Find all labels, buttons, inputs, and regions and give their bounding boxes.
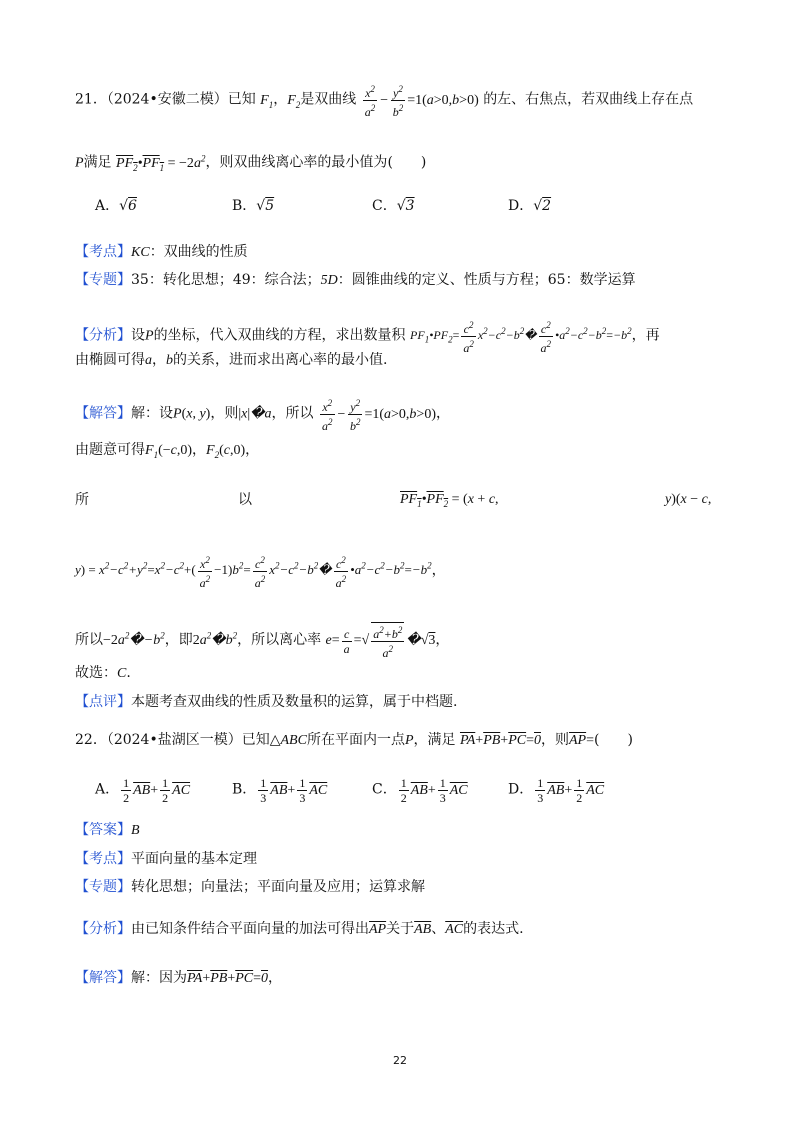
math-vector-sum: $\overline{PA}+\overline{PB}+\overline{PC}=0$ bbox=[459, 733, 541, 748]
q21-jieda-foci: 由题意可得$F_1(-c,0)$，$F_2(c,0)$， bbox=[75, 442, 260, 460]
q21-zhuanti: 【专题】35：转化思想；49：综合法；5D：圆锥曲线的定义、性质与方程；65：数学运算 bbox=[75, 272, 636, 288]
q21-stem-line2: P满足 $PF_2•PF_1 = -2a^2$，则双曲线离心率的最小值为( ) bbox=[75, 153, 427, 173]
jieda-tag: 【解答】 bbox=[75, 405, 131, 422]
q22-jieda: 【解答】解：因为$\overline{PA}+\overline{PB}+\overline{PC}=0$， bbox=[75, 970, 283, 986]
page-number: 22 bbox=[393, 1054, 407, 1067]
q21-jieda-line5: 所以$-2a^2�-b^2$，即$2a^2�b^2$，所以离心率 e= $\frac{c}{a}$ =√ $\frac{a^2+b^2}{a^2}$ �√3， bbox=[75, 622, 740, 660]
math-dot-product-condition: $PF_2•PF_1 = -2a^2$ bbox=[116, 153, 206, 173]
q22-fenxi: 【分析】由已知条件结合平面向量的加法可得出$\overline{AP}$关于$\overline{AB}$、$\overline{AC}$的表达式. bbox=[75, 921, 524, 937]
q22-zhuanti: 【专题】转化思想；向量法；平面向量及应用；运算求解 bbox=[75, 879, 425, 895]
question-source: （2024•盐湖区一模） bbox=[106, 732, 242, 748]
q22-option-b[interactable]: B． $\frac{1}{3}$ $\overline{AB}+$ $\frac{1}{3}$ $\overline{AC}$ bbox=[232, 776, 328, 805]
kaodian-tag: 【考点】 bbox=[75, 851, 131, 867]
q21-jieda-line4: $y) = x^2-c^2+y^2=x^2-c^2+$( $\frac{x^2}{a^2}$ $-1)b^2=$ $\frac{c^2}{a^2}$ $x^2-c^2-b^2�$ $\frac{c^2}{a^2}$ $•a^2-c^2-b^2=-b^2$， bbox=[75, 555, 446, 590]
q21-fenxi-line1: 【分析】设P的坐标，代入双曲线的方程，求出数量积 $PF_1•PF_2=$ $\frac{c^2}{a^2}$ $x^2-c^2-b^2�$ $\frac{c^2}{a^2}$ $•a^2-c^2-b^2=-b^2$，再 bbox=[75, 320, 660, 355]
jieda-tag: 【解答】 bbox=[75, 970, 131, 986]
math-eccentricity: e= $\frac{c}{a}$ =√ $\frac{a^2+b^2}{a^2}$ �√3 bbox=[326, 633, 436, 648]
question-number: 21． bbox=[75, 91, 107, 108]
q22-answer: B bbox=[131, 823, 140, 838]
q21-kaodian: 【考点】KC：双曲线的性质 bbox=[75, 244, 248, 260]
question-number: 22． bbox=[75, 732, 107, 748]
q21-answer: C bbox=[117, 666, 127, 681]
math-f1f2: $F_1$ bbox=[260, 92, 274, 110]
q22-kaodian: 【考点】平面向量的基本定理 bbox=[75, 851, 257, 867]
q22-option-a[interactable]: A． $\frac{1}{2}$ $\overline{AB}+$ $\frac{1}{2}$ $\overline{AC}$ bbox=[95, 776, 191, 805]
zhuanti-tag: 【专题】 bbox=[75, 879, 131, 895]
q21-fenxi-line2: 由椭圆可得a，b的关系，进而求出离心率的最小值. bbox=[75, 352, 388, 368]
math-hyperbola-equation: $\frac{x^2}{a^2}$ − $\frac{y^2}{b^2}$ =1(a>0,b>0) bbox=[364, 84, 479, 119]
q21-option-c[interactable]: C．√3 bbox=[372, 198, 415, 214]
q21-option-b[interactable]: B．√5 bbox=[232, 198, 275, 214]
q21-option-a[interactable]: A．√6 bbox=[95, 198, 137, 214]
zhuanti-tag: 【专题】 bbox=[75, 272, 131, 288]
q22-stem: 22．（2024•盐湖区一模）已知△ABC所在平面内一点P，满足 $\overline{PA}+\overline{PB}+\overline{PC}=0$，则$\overline{AP}=$( ) bbox=[75, 732, 633, 748]
q22-option-c[interactable]: C． $\frac{1}{2}$ $\overline{AB}+$ $\frac{1}{3}$ $\overline{AC}$ bbox=[372, 776, 468, 805]
q22-daan bbox=[75, 820, 740, 841]
q21-option-d[interactable]: D．√2 bbox=[508, 198, 552, 214]
q21-dianping: 【点评】本题考查双曲线的性质及数量积的运算，属于中档题. bbox=[75, 694, 458, 710]
math-dot-product-expansion: $PF_1•PF_2=$ $\frac{c^2}{a^2}$ $x^2-c^2-b^2�$ $\frac{c^2}{a^2}$ $•a^2-c^2-b^2=-b^2$ bbox=[410, 320, 632, 355]
question-source: （2024•安徽二模） bbox=[106, 91, 228, 108]
fenxi-tag: 【分析】 bbox=[75, 921, 131, 937]
kaodian-tag: 【考点】 bbox=[75, 244, 131, 260]
q21-stem-line1: 21．（2024•安徽二模）已知 $F_1$，$F_2$是双曲线 $\frac{x^2}{a^2}$ − $\frac{y^2}{b^2}$ =1(a>0,b>0) 的左、右焦点，若双曲线上存在点 bbox=[75, 84, 694, 119]
daan-tag: 【答案】 bbox=[75, 822, 131, 838]
q21-guxuan: 故选：C. bbox=[75, 665, 131, 681]
fenxi-tag: 【分析】 bbox=[75, 327, 131, 344]
q21-jieda-line1: 【解答】解：设P(x, y)，则|x|�a，所以 $\frac{x^2}{a^2}$ − $\frac{y^2}{b^2}$ =1(a>0,b>0)， bbox=[75, 398, 450, 433]
q22-option-d[interactable]: D． $\frac{1}{3}$ $\overline{AB}+$ $\frac{1}{2}$ $\overline{AC}$ bbox=[508, 776, 605, 805]
dianping-tag: 【点评】 bbox=[75, 694, 131, 710]
